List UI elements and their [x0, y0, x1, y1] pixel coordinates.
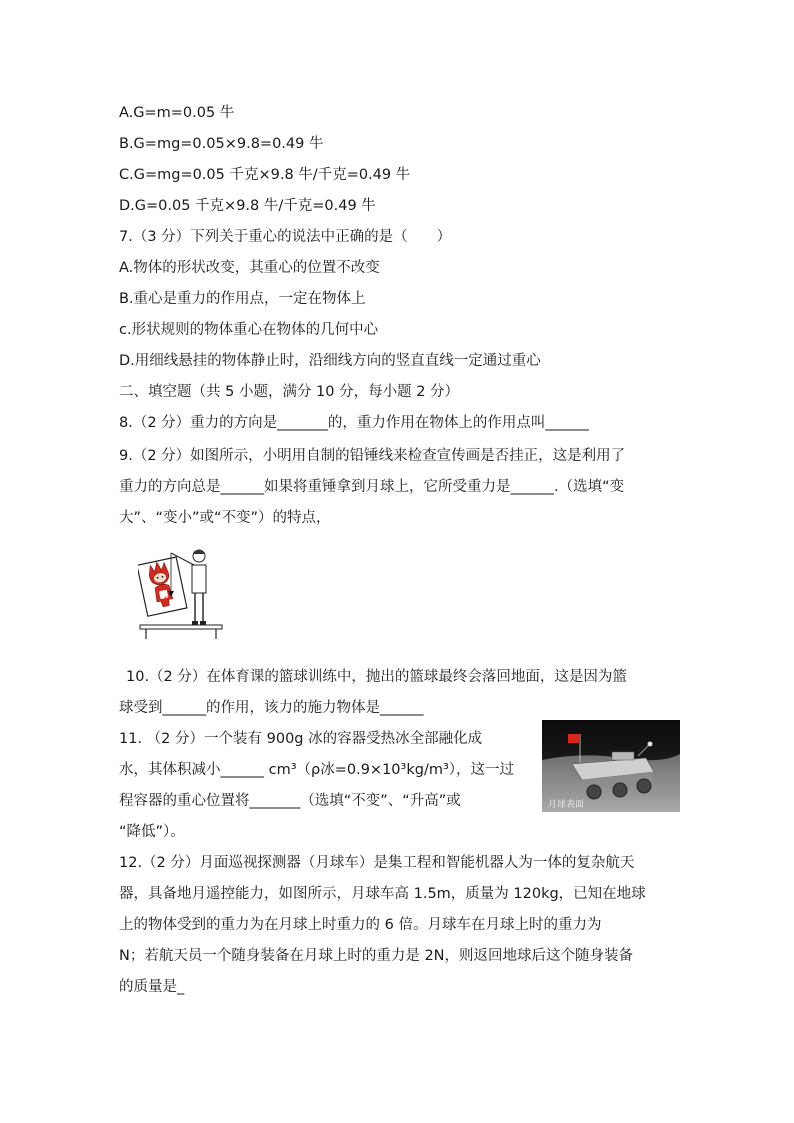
q9-line-2: 重力的方向总是______如果将重锤拿到月球上，它所受重力是______.（选填“变: [119, 479, 625, 495]
q7-stem: 7.（3 分）下列关于重心的说法中正确的是（ ）: [119, 229, 452, 245]
q6-option-a: A.G=m=0.05 牛: [119, 105, 235, 121]
rover-image-caption: 月球表面: [548, 800, 585, 810]
q10-line-2: 球受到______的作用，该力的施力物体是______: [119, 700, 424, 716]
q12-line-4: N；若航天员一个随身装备在月球上时的重力是 2N，则返回地球后这个随身装备: [119, 948, 634, 964]
q10-line-1: 10.（2 分）在体育课的篮球训练中，抛出的篮球最终会落回地面，这是因为篮: [126, 669, 627, 685]
q6-option-c: C.G=mg=0.05 千克×9.8 牛/千克=0.49 牛: [119, 167, 411, 183]
section-heading-fill-in: 二、填空题（共 5 小题，满分 10 分，每小题 2 分）: [119, 384, 460, 400]
q8-text: 8.（2 分）重力的方向是_______的，重力作用在物体上的作用点叫______: [119, 415, 589, 431]
q7-option-a: A.物体的形状改变，其重心的位置不改变: [119, 260, 380, 276]
lunar-rover-photo: [542, 720, 680, 812]
q12-line-5: 的质量是_: [119, 979, 185, 995]
plumb-line-poster-figure: [138, 547, 224, 639]
q6-option-b: B.G=mg=0.05×9.8=0.49 牛: [119, 136, 324, 152]
q6-option-d: D.G=0.05 千克×9.8 牛/千克=0.49 牛: [119, 198, 376, 214]
q11-line-1: 11. （2 分）一个装有 900g 冰的容器受热冰全部融化成: [119, 731, 483, 747]
q7-option-d: D.用细线悬挂的物体静止时，沿细线方向的竖直直线一定通过重心: [119, 353, 541, 369]
q11-line-3: 程容器的重心位置将_______（选填“不变”、“升高”或: [119, 793, 461, 809]
q11-line-2: 水，其体积减小______ cm³（ρ冰=0.9×10³kg/m³），这一过: [119, 762, 515, 778]
q9-line-3: 大”、“变小”或“不变”）的特点，: [119, 510, 331, 526]
q9-line-1: 9.（2 分）如图所示，小明用自制的铅锤线来检查宣传画是否挂正，这是利用了: [119, 448, 626, 464]
q7-option-c: c.形状规则的物体重心在物体的几何中心: [119, 322, 379, 338]
q12-line-1: 12.（2 分）月面巡视探测器（月球车）是集工程和智能机器人为一体的复杂航天: [119, 855, 635, 871]
poster-digit: 8: [164, 596, 168, 603]
q11-line-4: “降低”）。: [119, 824, 185, 840]
q12-line-2: 器，具备地月遥控能力，如图所示，月球车高 1.5m，质量为 120kg，已知在地球: [119, 886, 646, 902]
q7-option-b: B.重心是重力的作用点，一定在物体上: [119, 291, 366, 307]
q12-line-3: 上的物体受到的重力为在月球上时重力的 6 倍。月球车在月球上时的重力为: [119, 917, 602, 933]
